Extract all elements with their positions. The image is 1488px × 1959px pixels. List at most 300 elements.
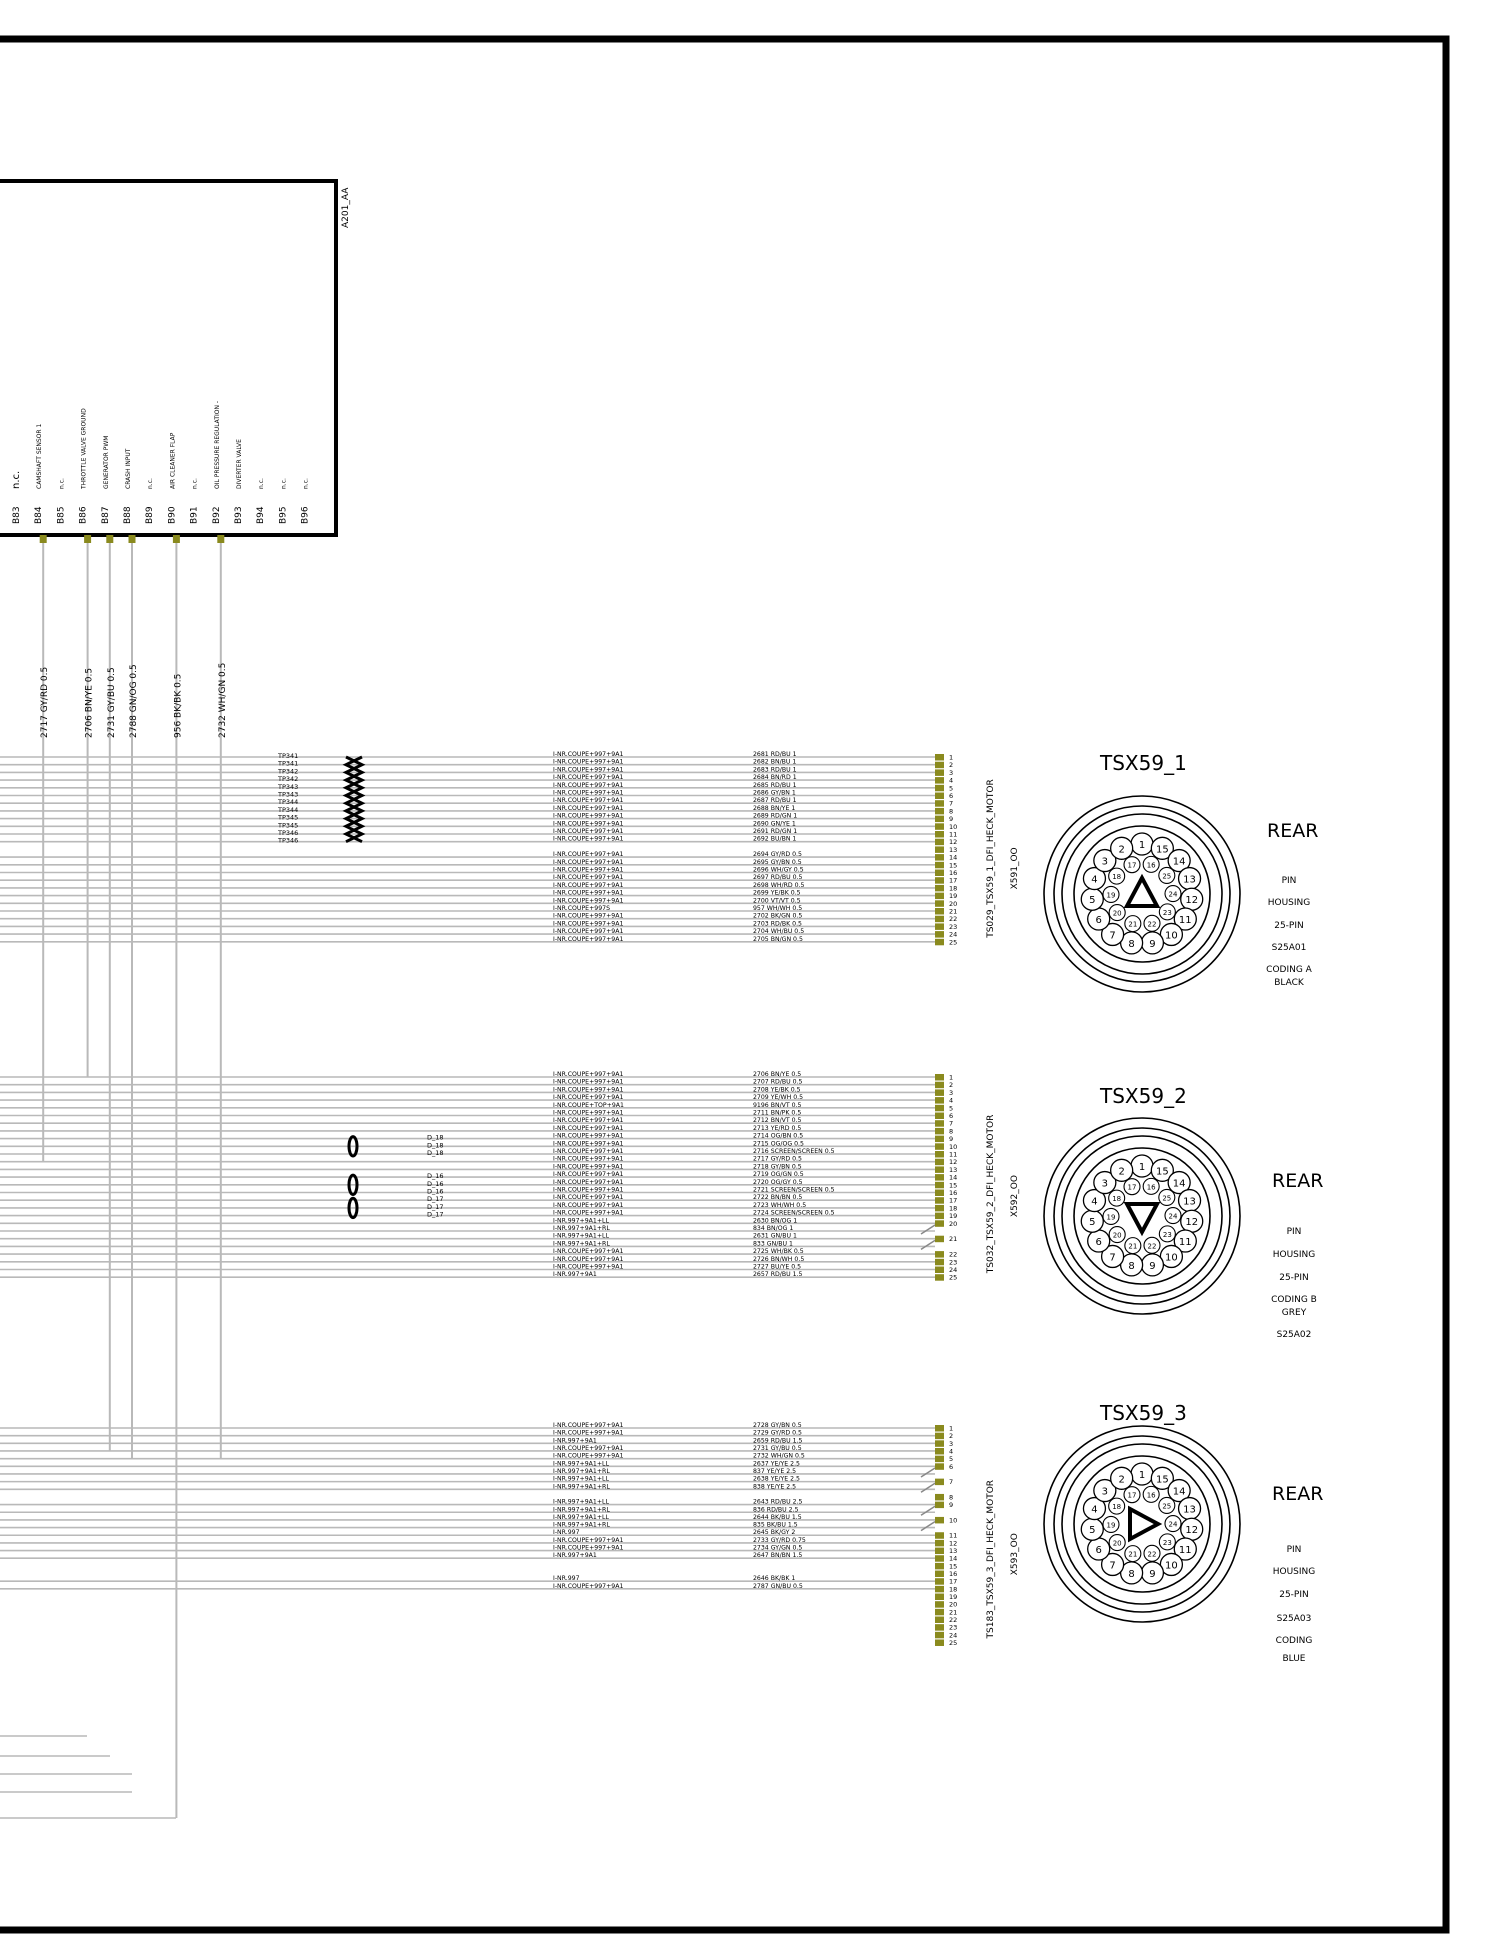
harness-name-label: TS032_TSX59_2_DFI_HECK_MOTOR xyxy=(986,1114,996,1274)
ecu-pin-label: OIL PRESSURE REGULATION - xyxy=(213,400,221,489)
face-pin-number: 5 xyxy=(1089,895,1096,907)
face-pin-number: 18 xyxy=(1112,1503,1122,1512)
wire-spec-label: 2723 WH/WH 0.5 xyxy=(753,1201,807,1209)
pin-number: 1 xyxy=(949,1424,954,1433)
wire-spec-label: 2643 RD/BU 2.5 xyxy=(753,1498,803,1506)
pin-terminal xyxy=(935,1578,944,1585)
wire-variant-label: I-NR.COUPE+997+9A1 xyxy=(553,881,624,889)
face-pin-number: 20 xyxy=(1112,909,1122,918)
diode-label: D_16 xyxy=(427,1187,444,1196)
pin-terminal xyxy=(935,1236,944,1243)
diode-label: D_16 xyxy=(427,1179,444,1188)
pin-terminal xyxy=(935,1089,944,1096)
face-pin-number: 17 xyxy=(1127,861,1137,870)
wire-spec-label: 837 YE/YE 2.5 xyxy=(753,1467,797,1475)
face-pin-number: 19 xyxy=(1106,891,1116,900)
face-pin-number: 6 xyxy=(1095,915,1102,926)
ecu-pin-number: B87 xyxy=(100,506,111,524)
pin-number: 2 xyxy=(949,1432,954,1441)
pin-number: 11 xyxy=(949,1531,958,1540)
pin-terminal xyxy=(935,1456,944,1463)
connector-info-line: CODING B xyxy=(1271,1295,1317,1305)
pin-number: 20 xyxy=(949,899,958,908)
pin-number: 9 xyxy=(949,1501,954,1510)
wire-variant-label: I-NR.997+9A1+RL xyxy=(553,1467,610,1475)
pin-terminal xyxy=(935,793,944,800)
wire-spec-label: 2696 WH/GY 0.5 xyxy=(753,866,804,874)
face-pin-number: 14 xyxy=(1172,856,1186,868)
splice-label: TP341 xyxy=(278,759,299,768)
pin-terminal xyxy=(935,785,944,792)
pin-number: 4 xyxy=(949,776,954,785)
face-pin-number: 12 xyxy=(1185,1217,1199,1229)
face-pin-number: 18 xyxy=(1112,1195,1122,1204)
pin-number: 11 xyxy=(949,1150,958,1159)
splice-label: TP343 xyxy=(278,790,299,799)
wire-variant-label: I-NR.COUPE+997+9A1 xyxy=(553,804,624,812)
pair-join-mark xyxy=(921,1483,935,1492)
pin-number: 23 xyxy=(949,1623,958,1632)
wire-variant-label: I-NR.COUPE+997+9A1 xyxy=(553,1544,624,1552)
connector-title: TSX59_3 xyxy=(1100,1401,1187,1425)
face-pin-number: 4 xyxy=(1091,874,1098,886)
ecu-wire-label: 2717 GY/RD 0.5 xyxy=(40,666,51,738)
ecu-pin-number: B91 xyxy=(189,506,200,524)
pin-number: 8 xyxy=(949,1493,954,1502)
wire-spec-label: 2682 BN/BU 1 xyxy=(753,758,797,766)
pin-terminal xyxy=(935,870,944,877)
face-pin-number: 17 xyxy=(1127,1491,1137,1500)
wire-spec-label: 2683 RD/BU 1 xyxy=(753,766,797,774)
ecu-pin-number: B94 xyxy=(256,506,267,524)
view-label: REAR xyxy=(1267,820,1319,842)
pin-number: 10 xyxy=(949,1516,958,1525)
pin-number: 13 xyxy=(949,1547,958,1556)
face-pin-number: 8 xyxy=(1128,938,1135,950)
page-border xyxy=(0,39,1446,1930)
pin-terminal xyxy=(935,1494,944,1501)
ecu-pin-number: B86 xyxy=(78,506,89,524)
wire-variant-label: I-NR.COUPE+997+9A1 xyxy=(553,1109,624,1117)
ecu-pin-number: B93 xyxy=(234,506,244,524)
pin-number: 5 xyxy=(949,784,954,793)
splice-label: TP343 xyxy=(278,782,299,791)
wire-variant-label: I-NR.997+9A1 xyxy=(553,1437,597,1445)
ecu-pin-number: B88 xyxy=(123,506,133,524)
ecu-wire-label: 2731 GY/BU 0.5 xyxy=(106,667,117,738)
pin-number: 17 xyxy=(949,1577,958,1586)
wire-variant-label: I-NR.COUPE+997+9A1 xyxy=(553,851,624,859)
face-pin-number: 15 xyxy=(1155,1166,1169,1178)
diode-label: D_18 xyxy=(427,1133,444,1142)
pin-terminal xyxy=(935,1632,944,1639)
pin-terminal xyxy=(935,1448,944,1455)
wire-variant-label: I-NR.COUPE+997+9A1 xyxy=(553,1186,624,1194)
pin-terminal xyxy=(935,1105,944,1112)
pin-terminal xyxy=(935,1097,944,1104)
pin-number: 23 xyxy=(949,922,958,931)
pin-number: 16 xyxy=(949,1189,958,1197)
face-pin-number: 11 xyxy=(1178,1237,1192,1248)
face-pin-number: 9 xyxy=(1149,1260,1156,1272)
ecu-pin-terminal xyxy=(217,535,224,543)
face-pin-number: 22 xyxy=(1147,1242,1157,1251)
wire-spec-label: 2685 RD/BU 1 xyxy=(753,781,797,789)
wire-variant-label: I-NR.COUPE+997+9A1 xyxy=(553,1163,624,1171)
pin-terminal xyxy=(935,839,944,846)
wire-variant-label: I-NR.COUPE+997+9A1 xyxy=(553,1178,624,1186)
pin-number: 7 xyxy=(949,799,954,808)
wire-spec-label: 2700 VT/VT 0.5 xyxy=(753,897,801,905)
pin-terminal xyxy=(935,1174,944,1181)
wire-spec-label: 957 WH/WH 0.5 xyxy=(753,905,803,912)
pin-number: 15 xyxy=(949,1181,958,1190)
pin-number: 4 xyxy=(949,1447,954,1456)
wire-variant-label: I-NR.COUPE+997+9A1 xyxy=(553,766,624,774)
ecu-pin-number: B85 xyxy=(56,506,67,524)
wire-spec-label: 2699 YE/BK 0.5 xyxy=(753,889,801,897)
face-pin-number: 11 xyxy=(1178,1545,1192,1556)
splice-label: TP345 xyxy=(278,813,299,822)
pin-terminal xyxy=(935,1190,944,1197)
connector-info-line: S25A03 xyxy=(1276,1614,1312,1624)
pin-terminal xyxy=(935,1166,944,1173)
wire-spec-label: 836 RD/BU 2.5 xyxy=(753,1506,799,1514)
face-pin-number: 13 xyxy=(1183,1504,1196,1516)
pin-terminal xyxy=(935,1555,944,1562)
wire-variant-label: I-NR.COUPE+997+9A1 xyxy=(553,1078,624,1086)
wire-spec-label: 2631 GN/BU 1 xyxy=(753,1232,797,1240)
splice-label: TP346 xyxy=(278,829,299,837)
pin-number: 25 xyxy=(949,1273,958,1282)
pin-terminal xyxy=(935,800,944,807)
pin-terminal xyxy=(935,1609,944,1616)
wire-spec-label: 2727 BU/YE 0.5 xyxy=(753,1263,802,1271)
ecu-pin-number: B95 xyxy=(278,506,289,524)
ecu-id-label: A201_AA xyxy=(341,187,351,228)
pin-terminal xyxy=(935,846,944,853)
pin-number: 3 xyxy=(949,1088,954,1097)
view-label: REAR xyxy=(1272,1170,1324,1192)
pin-terminal xyxy=(935,1624,944,1631)
wire-variant-label: I-NR.COUPE+997+9A1 xyxy=(553,897,624,905)
face-pin-number: 8 xyxy=(1128,1568,1135,1580)
pin-number: 10 xyxy=(949,822,958,831)
face-pin-number: 16 xyxy=(1146,1491,1156,1500)
wire-spec-label: 2716 SCREEN/SCREEN 0.5 xyxy=(753,1148,835,1155)
pin-terminal xyxy=(935,1532,944,1539)
diode-label: D_16 xyxy=(427,1172,444,1181)
pin-terminal xyxy=(935,1601,944,1608)
face-pin-number: 15 xyxy=(1155,1474,1169,1486)
wire-variant-label: I-NR.COUPE+997+9A1 xyxy=(553,1094,624,1102)
wire-variant-label: I-NR.997+9A1+RL xyxy=(553,1521,610,1529)
wire-variant-label: I-NR.COUPE+997+9A1 xyxy=(553,1086,624,1094)
splice-label: TP346 xyxy=(278,836,299,845)
connector-info-line: GREY xyxy=(1281,1308,1307,1318)
pin-number: 25 xyxy=(949,938,958,947)
face-pin-number: 15 xyxy=(1155,844,1169,856)
ecu-wire-label: 2732 WH/GN 0.5 xyxy=(217,662,228,738)
connector-info-line: 25-PIN xyxy=(1274,921,1304,931)
face-pin-number: 25 xyxy=(1162,1194,1172,1203)
face-pin-number: 8 xyxy=(1128,1260,1135,1272)
face-pin-number: 12 xyxy=(1185,895,1199,907)
wire-variant-label: I-NR.COUPE+997+9A1 xyxy=(553,812,624,820)
pin-number: 19 xyxy=(949,1212,958,1221)
wire-spec-label: 2720 OG/GY 0.5 xyxy=(753,1178,803,1186)
wire-variant-label: I-NR.COUPE+997+9A1 xyxy=(553,1140,624,1148)
connector-code-label: X593_OO xyxy=(1010,1533,1020,1576)
pin-terminal xyxy=(935,1517,944,1524)
pin-terminal xyxy=(935,1267,944,1274)
face-pin-number: 16 xyxy=(1146,1183,1156,1192)
face-pin-number: 4 xyxy=(1091,1504,1098,1516)
pair-join-mark xyxy=(921,1522,935,1531)
pin-number: 1 xyxy=(949,753,954,762)
wire-variant-label: I-NR.COUPE+997+9A1 xyxy=(553,858,624,866)
wire-spec-label: 2686 GY/BN 1 xyxy=(753,789,796,797)
pin-number: 24 xyxy=(949,1266,958,1274)
ecu-pin-label: AIR CLEANER FLAP xyxy=(169,432,177,489)
splice-label: TP345 xyxy=(278,821,299,830)
pin-terminal xyxy=(935,854,944,861)
face-pin-number: 1 xyxy=(1138,1470,1146,1481)
diode-label: D_17 xyxy=(427,1202,444,1211)
pin-terminal xyxy=(935,1159,944,1166)
pin-number: 8 xyxy=(949,1127,954,1136)
wire-variant-label: I-NR.COUPE+TOP+9A1 xyxy=(553,1101,624,1109)
pin-terminal xyxy=(935,1440,944,1447)
wire-spec-label: 2638 YE/YE 2.5 xyxy=(753,1475,800,1483)
wire-spec-label: 2684 BN/RD 1 xyxy=(753,774,797,782)
wire-spec-label: 2721 SCREEN/SCREEN 0.5 xyxy=(753,1186,835,1194)
pin-terminal xyxy=(935,816,944,823)
wire-spec-label: 2719 OG/GN 0.5 xyxy=(753,1171,804,1179)
connector-code-label: X592_OO xyxy=(1010,1175,1020,1218)
pin-terminal xyxy=(935,1617,944,1624)
pin-number: 15 xyxy=(949,861,958,870)
pin-terminal xyxy=(935,1113,944,1120)
wire-spec-label: 2718 GY/BN 0.5 xyxy=(753,1163,802,1171)
wire-variant-label: I-NR.COUPE+997+9A1 xyxy=(553,1171,624,1179)
wire-variant-label: I-NR.COUPE+997+9A1 xyxy=(553,928,624,936)
connector-title: TSX59_1 xyxy=(1100,751,1187,775)
pin-number: 10 xyxy=(949,1142,958,1151)
pin-number: 14 xyxy=(949,1173,958,1182)
pin-terminal xyxy=(935,1128,944,1135)
pin-terminal xyxy=(935,1151,944,1158)
wire-variant-label: I-NR.COUPE+997+9A1 xyxy=(553,751,624,758)
splice-label: TP342 xyxy=(278,775,299,784)
pin-number: 18 xyxy=(949,1585,958,1594)
wire-spec-label: 2695 GY/BN 0.5 xyxy=(753,858,802,866)
wire-spec-label: 2709 YE/WH 0.5 xyxy=(753,1094,804,1102)
face-pin-number: 24 xyxy=(1168,1520,1178,1529)
pin-terminal xyxy=(935,1563,944,1570)
wire-variant-label: I-NR.COUPE+997+9A1 xyxy=(553,1201,624,1209)
pin-terminal xyxy=(935,831,944,838)
pin-number: 14 xyxy=(949,853,958,862)
ecu-pin-label: n.c. xyxy=(302,478,310,489)
ecu-pin-label: DIVERTER VALVE xyxy=(236,439,243,489)
pin-number: 24 xyxy=(949,1631,958,1640)
ecu-pin-label: n.c. xyxy=(191,478,199,489)
face-pin-number: 18 xyxy=(1112,873,1122,882)
wire-variant-label: I-NR.COUPE+997+9A1 xyxy=(553,820,624,828)
face-pin-number: 13 xyxy=(1183,874,1196,886)
ecu-pin-label: n.c. xyxy=(280,478,288,489)
wire-spec-label: 2724 SCREEN/SCREEN 0.5 xyxy=(753,1209,835,1217)
face-pin-number: 11 xyxy=(1178,915,1192,926)
pin-number: 22 xyxy=(949,1616,958,1624)
wire-variant-label: I-NR.997+9A1+RL xyxy=(553,1225,610,1232)
face-pin-number: 10 xyxy=(1165,1252,1178,1264)
wire-spec-label: 2714 OG/BN 0.5 xyxy=(753,1132,804,1140)
harness-name-label: TS183_TSX59_3_DFI_HECK_MOTOR xyxy=(986,1479,996,1639)
pin-terminal xyxy=(935,769,944,776)
wire-spec-label: 2702 BK/GN 0.5 xyxy=(753,912,803,920)
pin-number: 20 xyxy=(949,1219,958,1228)
wire-variant-label: I-NR.COUPE+997+9A1 xyxy=(553,789,624,797)
pin-number: 18 xyxy=(949,884,958,893)
wire-spec-label: 2688 BN/YE 1 xyxy=(753,804,796,812)
pin-number: 7 xyxy=(949,1119,954,1128)
pin-terminal xyxy=(935,823,944,830)
pin-terminal xyxy=(935,900,944,907)
pin-terminal xyxy=(935,931,944,938)
face-pin-number: 21 xyxy=(1128,1550,1138,1559)
pin-number: 4 xyxy=(949,1096,954,1105)
pin-number: 23 xyxy=(949,1258,958,1267)
pin-number: 22 xyxy=(949,1250,958,1259)
face-pin-number: 20 xyxy=(1112,1231,1122,1240)
wire-variant-label: I-NR.COUPE+997+9A1 xyxy=(553,1132,624,1140)
pin-number: 13 xyxy=(949,1165,958,1174)
face-pin-number: 9 xyxy=(1149,1568,1156,1580)
ecu-pin-number: B96 xyxy=(300,506,311,524)
wire-variant-label: I-NR.COUPE+997+9A1 xyxy=(553,1155,624,1163)
face-pin-number: 16 xyxy=(1146,861,1156,870)
face-pin-number: 19 xyxy=(1106,1213,1116,1222)
pin-number: 3 xyxy=(949,768,954,777)
wire-spec-label: 2732 WH/GN 0.5 xyxy=(753,1452,805,1460)
pin-number: 14 xyxy=(949,1554,958,1563)
wire-variant-label: I-NR.COUPE+997+9A1 xyxy=(553,835,624,843)
pin-terminal xyxy=(935,1548,944,1555)
pin-number: 15 xyxy=(949,1562,958,1571)
wire-spec-label: 2691 RD/GN 1 xyxy=(753,828,798,835)
face-pin-number: 1 xyxy=(1138,1162,1146,1173)
wire-spec-label: 2717 GY/RD 0.5 xyxy=(753,1155,802,1163)
wire-spec-label: 2694 GY/RD 0.5 xyxy=(753,851,802,859)
face-pin-number: 13 xyxy=(1183,1196,1196,1208)
ecu-pin-number: B89 xyxy=(145,506,156,524)
splice-label: TP344 xyxy=(278,798,299,807)
diode-label: D_18 xyxy=(427,1141,444,1150)
wire-spec-label: 835 BK/BU 1.5 xyxy=(753,1521,798,1529)
wire-variant-label: I-NR.COUPE+997+9A1 xyxy=(553,920,624,928)
pin-terminal xyxy=(935,862,944,869)
pin-terminal xyxy=(935,1463,944,1470)
pin-number: 17 xyxy=(949,1196,958,1205)
wire-variant-label: I-NR.COUPE+997+9A1 xyxy=(553,1209,624,1217)
wire-spec-label: 2659 RD/BU 1.5 xyxy=(753,1437,803,1445)
face-pin-number: 19 xyxy=(1106,1521,1116,1530)
pin-number: 24 xyxy=(949,930,958,939)
ecu-wire-label: 2706 BN/YE 0.5 xyxy=(84,667,95,738)
wire-spec-label: 2733 GY/RD 0.75 xyxy=(753,1536,806,1544)
wire-spec-label: 2703 RD/BK 0.5 xyxy=(753,920,802,928)
face-pin-number: 24 xyxy=(1168,1212,1178,1221)
wire-spec-label: 838 YE/YE 2.5 xyxy=(753,1483,797,1491)
wire-variant-label: I-NR.997+9A1+LL xyxy=(553,1513,609,1521)
pin-terminal xyxy=(935,1136,944,1143)
face-pin-number: 14 xyxy=(1172,1486,1186,1498)
ecu-wire-label: 956 BK/BK 0.5 xyxy=(173,673,184,738)
face-pin-number: 2 xyxy=(1118,1166,1125,1178)
pin-terminal xyxy=(935,1502,944,1509)
wire-variant-label: I-NR.COUPE+997+9A1 xyxy=(553,1536,624,1544)
connector-info-line: PIN xyxy=(1286,1227,1302,1237)
face-pin-number: 23 xyxy=(1162,1230,1172,1239)
wire-variant-label: I-NR.997+9A1+LL xyxy=(553,1460,609,1468)
wire-variant-label: I-NR.COUPE+997+9A1 xyxy=(553,774,624,782)
face-pin-number: 9 xyxy=(1149,938,1156,950)
pair-join-mark xyxy=(921,1240,935,1249)
wire-spec-label: 2725 WH/BK 0.5 xyxy=(753,1248,804,1256)
pin-terminal xyxy=(935,1639,944,1646)
wire-spec-label: 834 BN/OG 1 xyxy=(753,1225,794,1232)
ecu-pin-label: GENERATOR PWM xyxy=(102,435,110,489)
pin-terminal xyxy=(935,885,944,892)
pin-number: 7 xyxy=(949,1478,954,1487)
pin-terminal xyxy=(935,893,944,900)
face-pin-number: 23 xyxy=(1162,908,1172,917)
pin-terminal xyxy=(935,1274,944,1281)
pin-number: 6 xyxy=(949,792,954,800)
face-pin-number: 6 xyxy=(1095,1237,1102,1248)
pin-number: 3 xyxy=(949,1439,954,1448)
wire-spec-label: 2692 BU/BN 1 xyxy=(753,835,797,843)
splice-label: TP342 xyxy=(278,767,299,776)
pin-number: 13 xyxy=(949,845,958,854)
pin-number: 20 xyxy=(949,1600,958,1609)
face-pin-number: 7 xyxy=(1109,930,1116,942)
coding-key-triangle xyxy=(1130,1509,1158,1539)
wire-variant-label: I-NR.997 xyxy=(553,1529,580,1537)
harness-name-label: TS029_TSX59_1_DFI_HECK_MOTOR xyxy=(986,779,996,938)
connector-info-line: S25A02 xyxy=(1276,1330,1312,1340)
pin-number: 21 xyxy=(949,1608,958,1617)
pin-terminal xyxy=(935,808,944,815)
wire-spec-label: 2712 BN/VT 0.5 xyxy=(753,1117,802,1125)
pin-number: 12 xyxy=(949,1158,958,1167)
face-pin-number: 6 xyxy=(1095,1545,1102,1556)
pin-number: 16 xyxy=(949,869,958,877)
pin-number: 9 xyxy=(949,815,954,824)
diode-label: D_18 xyxy=(427,1149,444,1157)
pin-number: 16 xyxy=(949,1570,958,1579)
ecu-wire-label: 2788 GN/OG 0.5 xyxy=(129,664,139,738)
face-pin-number: 17 xyxy=(1127,1183,1137,1192)
ecu-pin-terminal xyxy=(84,535,91,543)
wire-spec-label: 2706 BN/YE 0.5 xyxy=(753,1071,802,1078)
pin-number: 8 xyxy=(949,807,954,816)
view-label: REAR xyxy=(1272,1483,1324,1505)
wire-spec-label: 2647 BN/BN 1.5 xyxy=(753,1552,803,1560)
wire-spec-label: 2681 RD/BU 1 xyxy=(753,751,797,758)
